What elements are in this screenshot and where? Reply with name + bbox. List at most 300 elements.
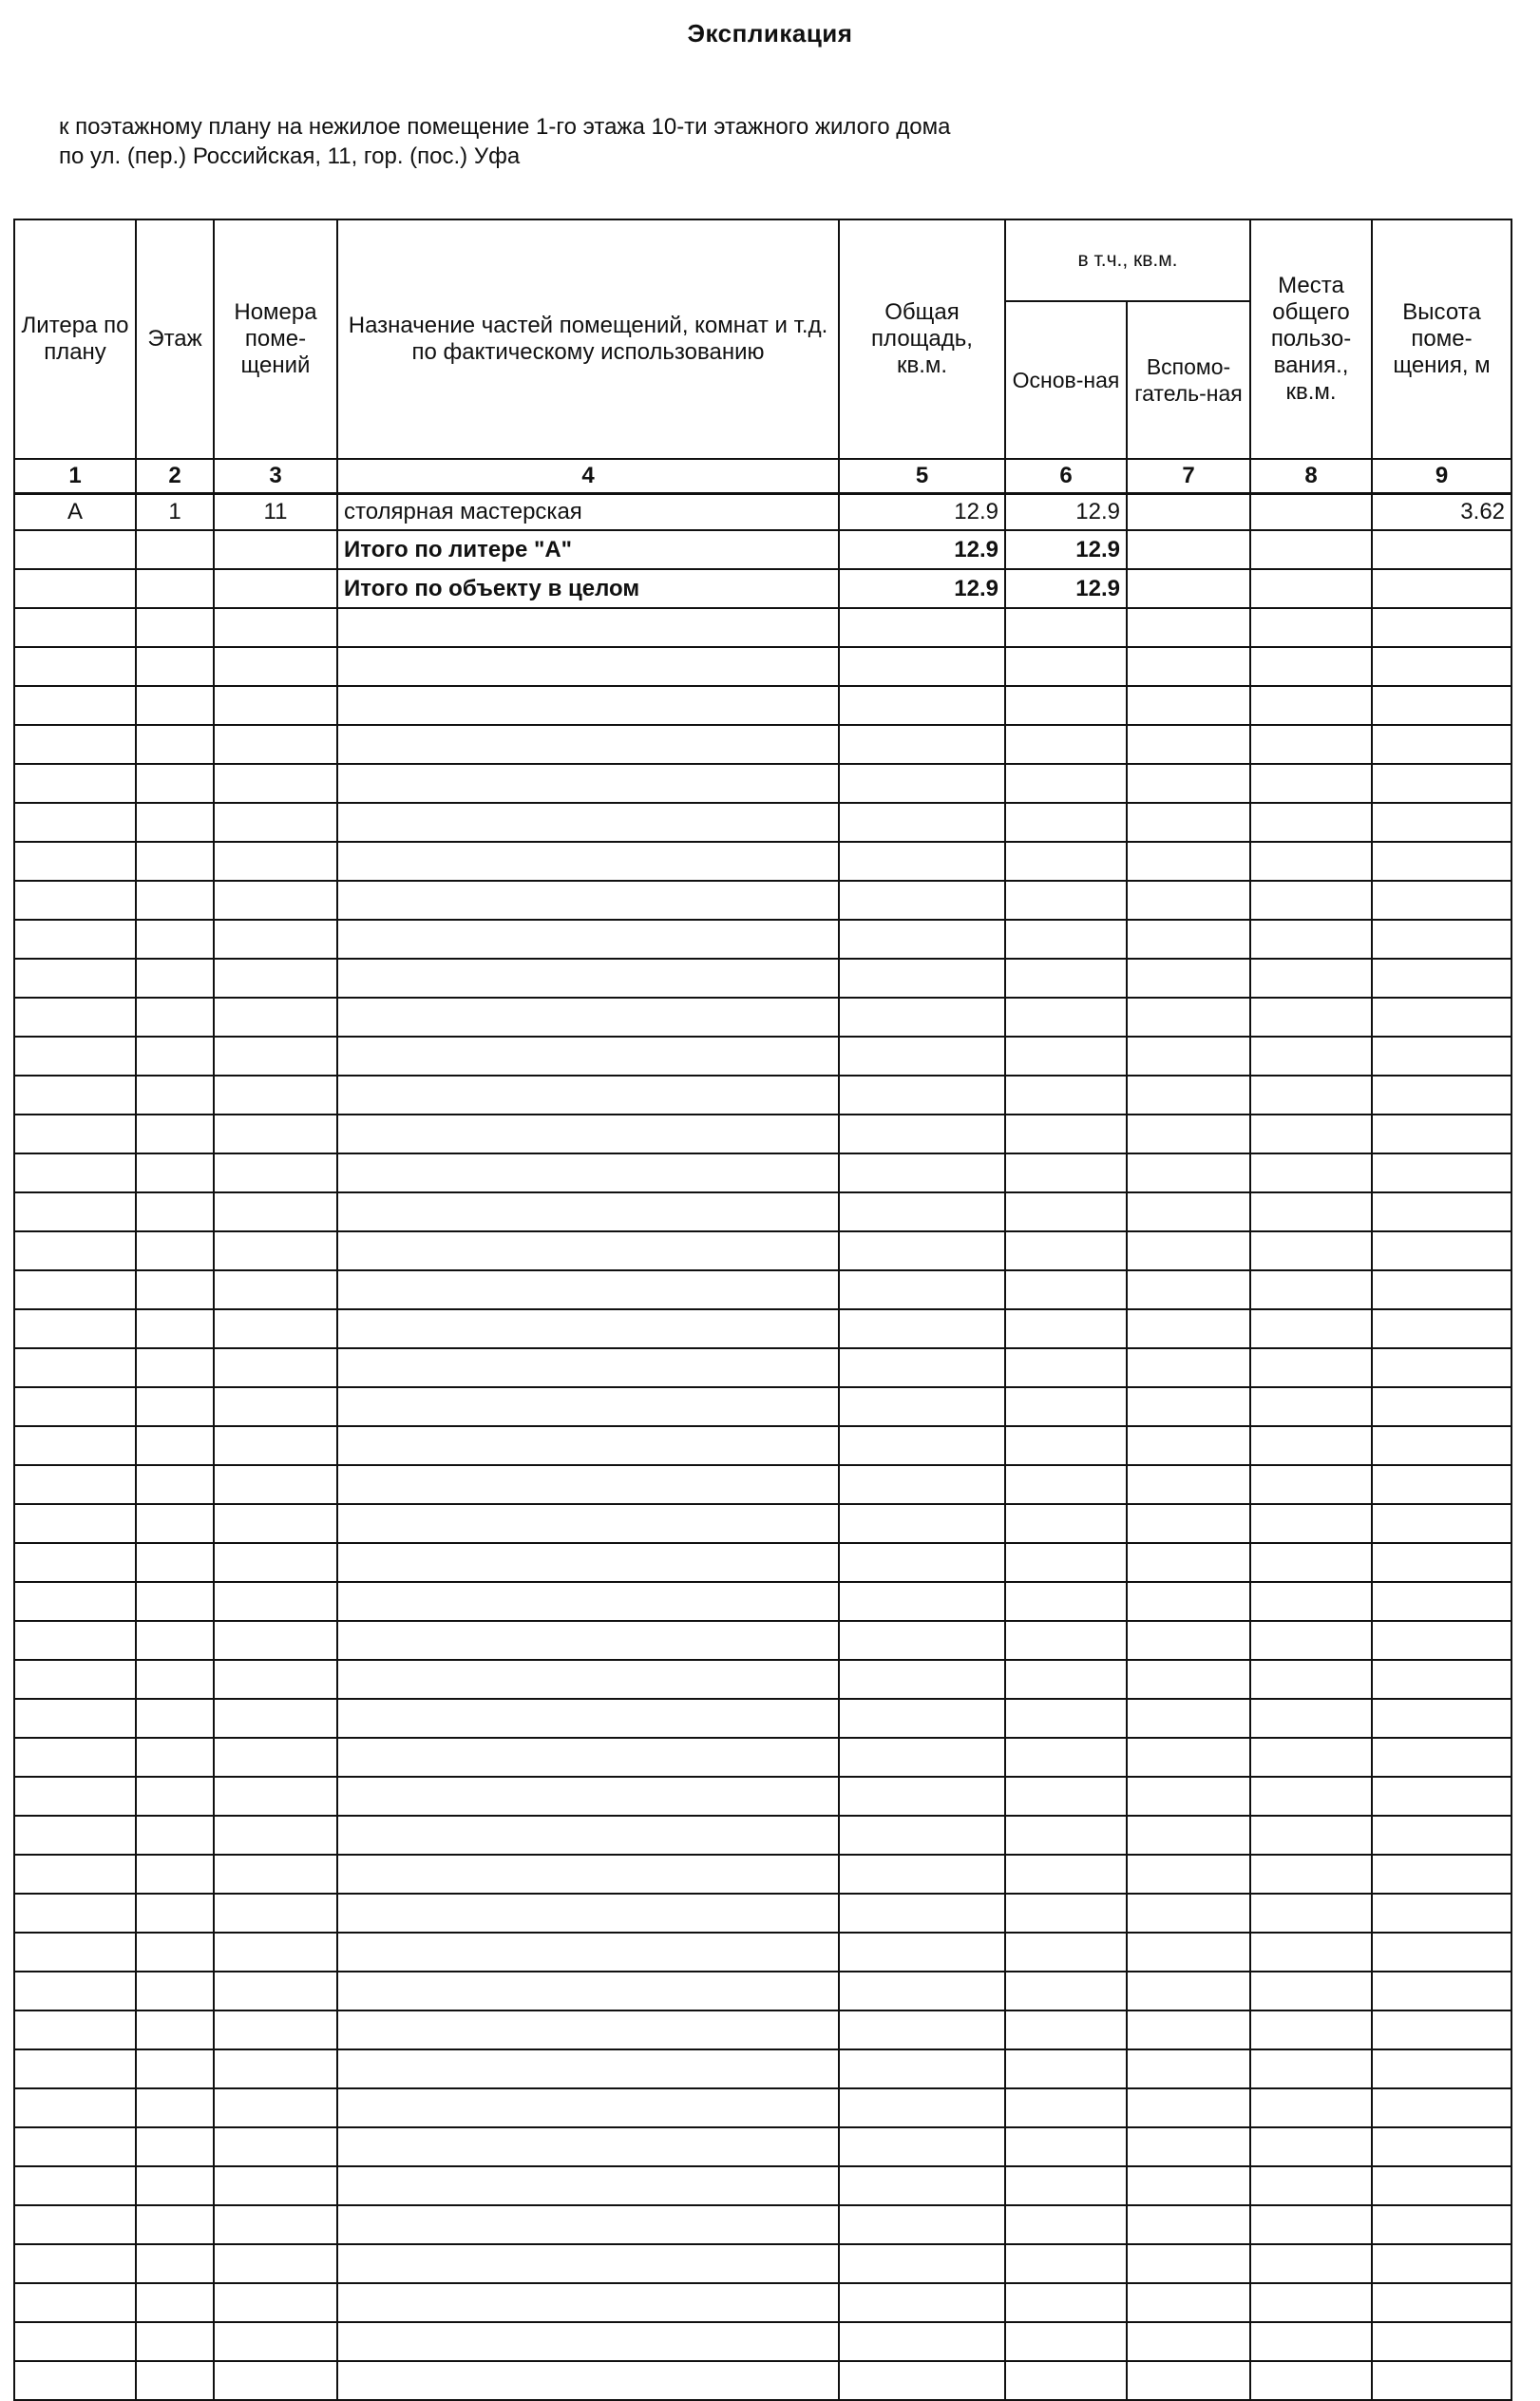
cell-vspom xyxy=(1127,686,1250,725)
cell-osnovnaya xyxy=(1005,998,1127,1037)
cell-nomer xyxy=(214,2322,337,2361)
cell-mesta xyxy=(1250,1660,1372,1699)
empty-table-row xyxy=(14,1115,1511,1153)
cell-obshchaya: 12.9 xyxy=(839,494,1005,531)
cell-litera xyxy=(14,2244,136,2283)
cell-naznachenie xyxy=(337,1231,839,1270)
cell-vysota xyxy=(1372,2205,1511,2244)
cell-vspom xyxy=(1127,1426,1250,1465)
cell-litera xyxy=(14,1894,136,1933)
cell-vysota xyxy=(1372,1777,1511,1816)
cell-osnovnaya xyxy=(1005,2361,1127,2400)
cell-litera xyxy=(14,1543,136,1582)
cell-naznachenie xyxy=(337,1855,839,1894)
cell-nomer xyxy=(214,1894,337,1933)
empty-table-row xyxy=(14,647,1511,686)
cell-naznachenie xyxy=(337,1894,839,1933)
cell-obshchaya xyxy=(839,2010,1005,2049)
cell-etazh xyxy=(136,1777,214,1816)
cell-vysota xyxy=(1372,1231,1511,1270)
cell-etazh xyxy=(136,1465,214,1504)
cell-osnovnaya xyxy=(1005,2205,1127,2244)
empty-table-row xyxy=(14,1153,1511,1192)
column-number: 9 xyxy=(1372,459,1511,494)
cell-etazh xyxy=(136,1348,214,1387)
subtitle-line-1: к поэтажному плану на нежилое помещение 1-го этажа 10-ти этажного жилого дома xyxy=(59,114,951,140)
cell-litera xyxy=(14,1621,136,1660)
cell-nomer xyxy=(214,1426,337,1465)
cell-osnovnaya xyxy=(1005,803,1127,842)
cell-vysota xyxy=(1372,881,1511,920)
cell-naznachenie xyxy=(337,725,839,764)
cell-naznachenie xyxy=(337,764,839,803)
cell-nomer xyxy=(214,1076,337,1115)
cell-litera xyxy=(14,2166,136,2205)
cell-vspom xyxy=(1127,1933,1250,1972)
cell-naznachenie xyxy=(337,2127,839,2166)
cell-osnovnaya xyxy=(1005,1348,1127,1387)
cell-nomer xyxy=(214,2283,337,2322)
cell-mesta xyxy=(1250,2361,1372,2400)
column-number: 1 xyxy=(14,459,136,494)
cell-vysota xyxy=(1372,1270,1511,1309)
cell-etazh xyxy=(136,1037,214,1076)
cell-obshchaya xyxy=(839,1231,1005,1270)
cell-litera xyxy=(14,2361,136,2400)
empty-table-row xyxy=(14,686,1511,725)
empty-table-row xyxy=(14,1660,1511,1699)
cell-mesta xyxy=(1250,1582,1372,1621)
cell-litera xyxy=(14,959,136,998)
cell-naznachenie xyxy=(337,686,839,725)
explication-table xyxy=(13,219,1512,2401)
cell-naznachenie xyxy=(337,1115,839,1153)
cell-vspom xyxy=(1127,998,1250,1037)
cell-vysota xyxy=(1372,1582,1511,1621)
cell-etazh xyxy=(136,1660,214,1699)
cell-obshchaya xyxy=(839,1933,1005,1972)
cell-vysota xyxy=(1372,1037,1511,1076)
cell-mesta xyxy=(1250,842,1372,881)
empty-table-row xyxy=(14,1738,1511,1777)
cell-litera xyxy=(14,1426,136,1465)
cell-osnovnaya xyxy=(1005,1153,1127,1192)
cell-obshchaya xyxy=(839,1738,1005,1777)
cell-osnovnaya xyxy=(1005,2166,1127,2205)
empty-table-row xyxy=(14,1192,1511,1231)
empty-table-row xyxy=(14,608,1511,647)
cell-nomer xyxy=(214,2127,337,2166)
cell-vysota xyxy=(1372,1933,1511,1972)
cell-obshchaya xyxy=(839,1426,1005,1465)
empty-table-row xyxy=(14,1037,1511,1076)
cell-vysota xyxy=(1372,1504,1511,1543)
cell-nomer xyxy=(214,842,337,881)
cell-vysota xyxy=(1372,1387,1511,1426)
cell-mesta xyxy=(1250,920,1372,959)
cell-naznachenie xyxy=(337,1426,839,1465)
cell-litera xyxy=(14,1231,136,1270)
cell-vysota xyxy=(1372,569,1511,608)
cell-naznachenie xyxy=(337,1153,839,1192)
cell-naznachenie xyxy=(337,1504,839,1543)
cell-osnovnaya xyxy=(1005,1933,1127,1972)
cell-obshchaya xyxy=(839,2088,1005,2127)
cell-obshchaya xyxy=(839,1387,1005,1426)
empty-table-row xyxy=(14,2088,1511,2127)
cell-mesta xyxy=(1250,1426,1372,1465)
cell-vspom xyxy=(1127,1504,1250,1543)
cell-naznachenie xyxy=(337,1777,839,1816)
cell-naznachenie xyxy=(337,1309,839,1348)
cell-vspom xyxy=(1127,803,1250,842)
cell-mesta xyxy=(1250,1115,1372,1153)
cell-mesta xyxy=(1250,530,1372,569)
cell-nomer xyxy=(214,1621,337,1660)
column-number: 3 xyxy=(214,459,337,494)
cell-vysota xyxy=(1372,959,1511,998)
cell-nomer xyxy=(214,998,337,1037)
empty-table-row xyxy=(14,998,1511,1037)
cell-litera xyxy=(14,1738,136,1777)
cell-litera xyxy=(14,998,136,1037)
cell-litera xyxy=(14,2088,136,2127)
cell-mesta xyxy=(1250,803,1372,842)
cell-mesta xyxy=(1250,1621,1372,1660)
cell-etazh xyxy=(136,1933,214,1972)
cell-naznachenie xyxy=(337,881,839,920)
cell-litera xyxy=(14,1115,136,1153)
cell-osnovnaya xyxy=(1005,1777,1127,1816)
cell-naznachenie xyxy=(337,647,839,686)
cell-mesta xyxy=(1250,725,1372,764)
empty-table-row xyxy=(14,1465,1511,1504)
cell-litera xyxy=(14,1972,136,2010)
cell-mesta xyxy=(1250,2283,1372,2322)
cell-naznachenie xyxy=(337,1933,839,1972)
empty-table-row xyxy=(14,842,1511,881)
empty-table-row xyxy=(14,764,1511,803)
column-number: 8 xyxy=(1250,459,1372,494)
cell-litera xyxy=(14,881,136,920)
cell-litera xyxy=(14,803,136,842)
cell-litera xyxy=(14,2127,136,2166)
cell-obshchaya xyxy=(839,1037,1005,1076)
cell-litera xyxy=(14,1076,136,1115)
cell-osnovnaya xyxy=(1005,1504,1127,1543)
cell-obshchaya: 12.9 xyxy=(839,530,1005,569)
cell-obshchaya xyxy=(839,1660,1005,1699)
cell-naznachenie xyxy=(337,998,839,1037)
empty-table-row xyxy=(14,1270,1511,1309)
cell-vspom xyxy=(1127,1894,1250,1933)
cell-vspom xyxy=(1127,2088,1250,2127)
cell-mesta xyxy=(1250,1894,1372,1933)
cell-etazh xyxy=(136,2127,214,2166)
cell-naznachenie: Итого по литере "А" xyxy=(337,530,839,569)
cell-osnovnaya xyxy=(1005,647,1127,686)
cell-vspom xyxy=(1127,530,1250,569)
cell-nomer xyxy=(214,1933,337,1972)
cell-mesta xyxy=(1250,647,1372,686)
cell-vysota xyxy=(1372,1076,1511,1115)
cell-vysota xyxy=(1372,725,1511,764)
cell-nomer xyxy=(214,803,337,842)
cell-nomer xyxy=(214,2010,337,2049)
cell-mesta xyxy=(1250,494,1372,531)
header-nomera: Номера поме-щений xyxy=(214,219,337,459)
cell-vysota xyxy=(1372,1348,1511,1387)
cell-mesta xyxy=(1250,881,1372,920)
cell-nomer xyxy=(214,1738,337,1777)
cell-litera xyxy=(14,608,136,647)
cell-naznachenie xyxy=(337,842,839,881)
cell-litera xyxy=(14,725,136,764)
cell-vysota xyxy=(1372,1115,1511,1153)
cell-obshchaya xyxy=(839,1153,1005,1192)
cell-naznachenie xyxy=(337,959,839,998)
cell-obshchaya xyxy=(839,1582,1005,1621)
header-vtch: в т.ч., кв.м. xyxy=(1005,219,1250,301)
cell-obshchaya xyxy=(839,686,1005,725)
header-obshchaya: Общая площадь, кв.м. xyxy=(839,219,1005,459)
cell-litera xyxy=(14,1816,136,1855)
cell-nomer xyxy=(214,1504,337,1543)
cell-mesta xyxy=(1250,1037,1372,1076)
cell-litera xyxy=(14,2010,136,2049)
cell-obshchaya xyxy=(839,2283,1005,2322)
cell-nomer xyxy=(214,881,337,920)
cell-etazh xyxy=(136,1076,214,1115)
cell-etazh xyxy=(136,686,214,725)
cell-osnovnaya xyxy=(1005,1894,1127,1933)
cell-nomer xyxy=(214,2244,337,2283)
cell-osnovnaya xyxy=(1005,1076,1127,1115)
cell-osnovnaya xyxy=(1005,1543,1127,1582)
cell-nomer xyxy=(214,2361,337,2400)
header-litera: Литера по плану xyxy=(14,219,136,459)
cell-vspom xyxy=(1127,1738,1250,1777)
cell-vspom xyxy=(1127,2127,1250,2166)
cell-nomer xyxy=(214,2049,337,2088)
empty-table-row xyxy=(14,1699,1511,1738)
cell-osnovnaya xyxy=(1005,1582,1127,1621)
cell-osnovnaya: 12.9 xyxy=(1005,569,1127,608)
cell-osnovnaya xyxy=(1005,725,1127,764)
cell-mesta xyxy=(1250,569,1372,608)
cell-vspom xyxy=(1127,1582,1250,1621)
cell-naznachenie xyxy=(337,1699,839,1738)
cell-naznachenie: Итого по объекту в целом xyxy=(337,569,839,608)
cell-mesta xyxy=(1250,1192,1372,1231)
cell-vysota xyxy=(1372,2010,1511,2049)
cell-vysota xyxy=(1372,1309,1511,1348)
cell-naznachenie xyxy=(337,2088,839,2127)
cell-vspom xyxy=(1127,920,1250,959)
cell-mesta xyxy=(1250,1972,1372,2010)
cell-etazh xyxy=(136,2010,214,2049)
cell-etazh xyxy=(136,725,214,764)
cell-nomer xyxy=(214,1270,337,1309)
cell-etazh xyxy=(136,2049,214,2088)
cell-litera xyxy=(14,2205,136,2244)
cell-osnovnaya xyxy=(1005,2322,1127,2361)
cell-nomer xyxy=(214,647,337,686)
cell-etazh xyxy=(136,608,214,647)
cell-mesta xyxy=(1250,1465,1372,1504)
cell-etazh xyxy=(136,1192,214,1231)
empty-table-row xyxy=(14,1543,1511,1582)
cell-osnovnaya xyxy=(1005,2049,1127,2088)
cell-etazh xyxy=(136,1699,214,1738)
cell-nomer xyxy=(214,608,337,647)
cell-litera xyxy=(14,1309,136,1348)
cell-vysota xyxy=(1372,2088,1511,2127)
cell-mesta xyxy=(1250,1933,1372,1972)
cell-osnovnaya xyxy=(1005,920,1127,959)
empty-table-row xyxy=(14,2283,1511,2322)
cell-etazh xyxy=(136,1738,214,1777)
cell-etazh xyxy=(136,2088,214,2127)
cell-mesta xyxy=(1250,1543,1372,1582)
cell-mesta xyxy=(1250,1270,1372,1309)
cell-naznachenie xyxy=(337,1076,839,1115)
cell-naznachenie xyxy=(337,920,839,959)
cell-nomer xyxy=(214,1816,337,1855)
cell-obshchaya xyxy=(839,2049,1005,2088)
cell-nomer xyxy=(214,1192,337,1231)
cell-etazh xyxy=(136,959,214,998)
cell-nomer xyxy=(214,1465,337,1504)
cell-vspom xyxy=(1127,1972,1250,2010)
cell-etazh xyxy=(136,803,214,842)
cell-vspom xyxy=(1127,2244,1250,2283)
cell-osnovnaya xyxy=(1005,2283,1127,2322)
cell-vspom xyxy=(1127,494,1250,531)
document-title: Экспликация xyxy=(687,19,853,48)
cell-obshchaya xyxy=(839,764,1005,803)
cell-naznachenie xyxy=(337,1465,839,1504)
cell-naznachenie xyxy=(337,1543,839,1582)
cell-obshchaya xyxy=(839,2361,1005,2400)
cell-litera xyxy=(14,530,136,569)
cell-obshchaya xyxy=(839,2322,1005,2361)
cell-vysota xyxy=(1372,998,1511,1037)
cell-mesta xyxy=(1250,608,1372,647)
cell-naznachenie xyxy=(337,1660,839,1699)
cell-osnovnaya xyxy=(1005,1387,1127,1426)
cell-mesta xyxy=(1250,2244,1372,2283)
column-number: 7 xyxy=(1127,459,1250,494)
cell-litera xyxy=(14,1348,136,1387)
cell-etazh xyxy=(136,1426,214,1465)
cell-vspom xyxy=(1127,2205,1250,2244)
cell-mesta xyxy=(1250,998,1372,1037)
cell-mesta xyxy=(1250,764,1372,803)
cell-etazh xyxy=(136,1309,214,1348)
cell-litera xyxy=(14,1504,136,1543)
empty-table-row xyxy=(14,725,1511,764)
cell-osnovnaya xyxy=(1005,1270,1127,1309)
header-naznachenie: Назначение частей помещений, комнат и т.д. по фактическому использованию xyxy=(337,219,839,459)
empty-table-row xyxy=(14,920,1511,959)
cell-vspom xyxy=(1127,2361,1250,2400)
cell-naznachenie xyxy=(337,1192,839,1231)
empty-table-row xyxy=(14,1348,1511,1387)
cell-obshchaya xyxy=(839,608,1005,647)
cell-naznachenie: столярная мастерская xyxy=(337,494,839,531)
cell-vysota xyxy=(1372,1738,1511,1777)
cell-etazh xyxy=(136,998,214,1037)
cell-vspom xyxy=(1127,1115,1250,1153)
cell-litera xyxy=(14,920,136,959)
cell-naznachenie xyxy=(337,1582,839,1621)
cell-obshchaya xyxy=(839,2244,1005,2283)
column-number: 6 xyxy=(1005,459,1127,494)
cell-nomer xyxy=(214,1972,337,2010)
cell-etazh xyxy=(136,881,214,920)
cell-litera xyxy=(14,1192,136,1231)
cell-osnovnaya xyxy=(1005,1231,1127,1270)
cell-nomer xyxy=(214,1699,337,1738)
cell-vspom xyxy=(1127,1816,1250,1855)
cell-osnovnaya xyxy=(1005,1699,1127,1738)
cell-nomer xyxy=(214,764,337,803)
empty-table-row xyxy=(14,1777,1511,1816)
cell-vspom xyxy=(1127,1777,1250,1816)
cell-vspom xyxy=(1127,881,1250,920)
cell-mesta xyxy=(1250,1348,1372,1387)
cell-naznachenie xyxy=(337,608,839,647)
empty-table-row xyxy=(14,1582,1511,1621)
cell-litera xyxy=(14,1153,136,1192)
cell-etazh xyxy=(136,2244,214,2283)
cell-vysota: 3.62 xyxy=(1372,494,1511,531)
cell-obshchaya xyxy=(839,803,1005,842)
empty-table-row xyxy=(14,2010,1511,2049)
cell-nomer xyxy=(214,1115,337,1153)
cell-litera xyxy=(14,1387,136,1426)
cell-vspom xyxy=(1127,725,1250,764)
empty-table-row xyxy=(14,1387,1511,1426)
cell-etazh xyxy=(136,2166,214,2205)
cell-litera xyxy=(14,2322,136,2361)
cell-vspom xyxy=(1127,1387,1250,1426)
cell-obshchaya xyxy=(839,1115,1005,1153)
cell-vspom xyxy=(1127,1699,1250,1738)
cell-osnovnaya xyxy=(1005,959,1127,998)
cell-nomer xyxy=(214,1387,337,1426)
empty-table-row xyxy=(14,1855,1511,1894)
cell-mesta xyxy=(1250,2049,1372,2088)
cell-vysota xyxy=(1372,1543,1511,1582)
cell-mesta xyxy=(1250,1309,1372,1348)
cell-etazh xyxy=(136,1153,214,1192)
column-numbers-row xyxy=(14,459,1511,494)
empty-table-row xyxy=(14,1933,1511,1972)
cell-obshchaya xyxy=(839,881,1005,920)
empty-table-row xyxy=(14,2205,1511,2244)
header-osnovnaya: Основ-ная xyxy=(1005,301,1127,459)
cell-obshchaya xyxy=(839,1816,1005,1855)
cell-litera xyxy=(14,2049,136,2088)
cell-vspom xyxy=(1127,2010,1250,2049)
cell-etazh xyxy=(136,842,214,881)
table-row xyxy=(14,494,1511,531)
cell-osnovnaya xyxy=(1005,1115,1127,1153)
column-number: 2 xyxy=(136,459,214,494)
cell-naznachenie xyxy=(337,1348,839,1387)
